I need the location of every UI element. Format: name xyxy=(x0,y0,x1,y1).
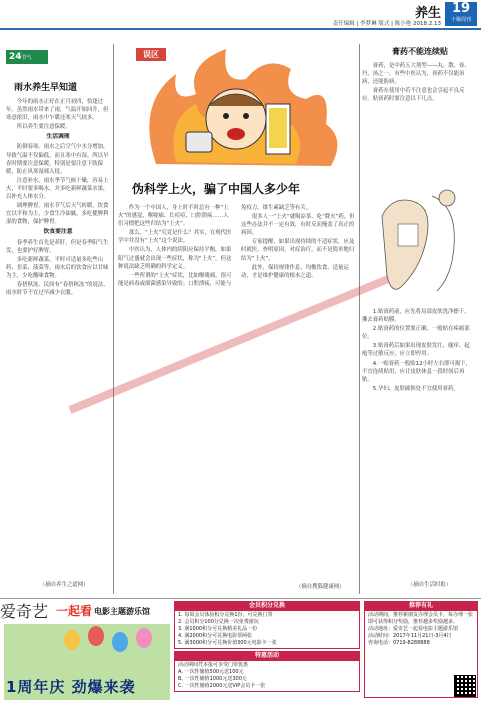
balloon-icon xyxy=(136,628,152,648)
paragraph: 专家提醒，如果出现持续的不适症状，应及时就医，查明原因，对症治疗，而不是简单地归结为“上火”。 xyxy=(241,239,355,262)
center-article-title: 伪科学上火，骗了中国人多少年 xyxy=(132,182,301,196)
list-item: A. 一次性储值500元送100元 xyxy=(178,669,244,675)
paragraph: 膏药在使用中若不注意也会引起不良反应。贴膏药时要注意以下几点。 xyxy=(362,88,465,103)
list-item: 4. 满2000积分可兑换电影票两张 xyxy=(178,633,253,639)
paragraph: 今年的雨水正好在正月初四，恰逢过年。虽然雨水带来了雨，气温开始回升，但寒意依旧，雨水中乍暖还寒天气较多。 xyxy=(6,99,109,122)
list-item: B. 一次性储值1000元送300元 xyxy=(178,676,247,682)
ad-offers xyxy=(174,601,360,697)
list-item: 2. 会员积分100分兑换一次免费游玩 xyxy=(178,619,259,625)
paper-name: 十堰周刊 xyxy=(450,17,471,23)
referral-box-title: 推荐有礼 xyxy=(364,601,478,610)
paragraph: 调理脾胃。雨水节气后天气转暖，饮食宜以平和为主，少食生冷油腻，多吃健脾利湿的食物，保护脾胃。 xyxy=(6,203,109,226)
paragraph: 2.贴膏药的位置要正确，一般贴在疼痛部位。 xyxy=(362,326,470,341)
ad-slogan: 1周年庆 劲爆来袭 xyxy=(6,678,136,696)
list-item: 活动时间：2017年11月21日-3月4日 xyxy=(368,633,452,639)
list-item: 5. 满3000积分可兑换价值300元电影卡一张 xyxy=(178,640,277,646)
plaster-illustration xyxy=(362,176,474,306)
ad-brand: 一起看 xyxy=(56,604,93,618)
paragraph: 春捂秋冻。民间有“春捂秋冻”的说法，雨水时节不宜过早减少衣服。 xyxy=(6,281,109,297)
list-item: C. 一次性储值2000元送VIP会员卡一张 xyxy=(178,683,266,689)
center-article-body xyxy=(118,204,356,580)
solar-term-badge xyxy=(6,50,48,64)
left-source: （摘自养生之道网） xyxy=(40,582,89,588)
ad-hall-name: 电影主题游乐馆 xyxy=(94,607,150,616)
paragraph: 此外，保持规律作息、均衡饮食、适量运动，才是维护健康的根本之道。 xyxy=(241,264,349,279)
paragraph: 4.一贴膏药一般贴12小时左右即可揭下，不宜连续贴用，应让皮肤休息一段时间后再贴。 xyxy=(362,360,472,383)
list-item: 3. 满1000积分可兑换精美礼品一份 xyxy=(178,626,258,632)
paragraph: 一些所谓的“上火”症状，比如喉咙痛，很可能是病毒或细菌感染导致的；口腔溃疡，可能与免疫力、维生素缺乏等有关。 xyxy=(118,205,312,287)
ad-banner xyxy=(4,624,170,700)
iqiyi-logo: 爱奇艺 xyxy=(0,598,481,703)
paragraph: 注意补水。雨水季节气候干燥，容易上火，平时要多喝水，并多吃新鲜蔬菜水果，以补充人体水分。 xyxy=(6,177,109,201)
points-box-title: 会员积分兑换 xyxy=(174,601,360,610)
page-number-box xyxy=(445,2,477,26)
balloon-icon xyxy=(64,630,80,650)
list-item: 咨询电话：0719-8288888 xyxy=(368,640,430,646)
right-article-body-bottom xyxy=(362,308,474,576)
myth-badge: 误区 xyxy=(136,48,166,61)
paragraph: 1.贴膏药前，应先将局部皮肤洗净擦干，撕去膏药贴膜。 xyxy=(362,309,470,324)
offer-box-title: 特惠活动 xyxy=(174,651,360,660)
balloon-icon xyxy=(88,626,104,646)
column-divider xyxy=(113,44,114,594)
list-item: 活动期间凭本报可享受门票优惠 xyxy=(178,662,249,668)
balloon-icon xyxy=(112,632,128,652)
list-item: 活动期间，推荐新朋友办理会员卡，每办理一张即可获得积分奖励，推荐越多奖励越多。 xyxy=(368,612,474,625)
page-header xyxy=(0,0,481,30)
left-article-title: 雨水养生早知道 xyxy=(14,83,78,93)
section-title: 养生 xyxy=(414,6,441,21)
subheading: 饮食要注意 xyxy=(43,229,73,236)
paragraph: 那么，“上火”究竟是什么？其实，在现代医学中并没有“上火”这个说法。 xyxy=(118,230,232,245)
paragraph: 中医认为，人体内的阴阳应保持平衡，如果阳气过盛就会出现一些症状，称为“上火”。但这种说法缺乏明确的科学定义。 xyxy=(118,247,232,270)
right-source: （摘自生活时报） xyxy=(408,582,452,588)
paragraph: 5.孕妇、皮肤破损处不宜使用膏药。 xyxy=(372,385,459,392)
paragraph: 多吃新鲜蔬菜，平时可适量多吃些山药、韭菜、菠菜等。雨水后的饮食应以甘味为主，少吃酸味食物。 xyxy=(6,256,109,279)
fire-illustration xyxy=(116,44,356,174)
offer-box xyxy=(174,660,360,692)
paragraph: 春季养生首先是养肝，但是春季阳气生发，也要护好脾胃。 xyxy=(6,239,109,254)
ad-referral xyxy=(364,601,478,699)
list-item: 1. 每周会员体验积分兑换1份，可兑换门票 xyxy=(178,612,273,618)
paragraph: 防倒春寒。雨水之后空气中水分增加，导致气温不仅偏低，而且寒中有湿。所以早春时期要注意保暖，特别是要注意下肢保暖，防止风寒湿邪入侵。 xyxy=(6,144,109,175)
center-source: （摘自搜狐健康网） xyxy=(296,584,345,590)
solar-term-number: 24 xyxy=(9,52,22,62)
paragraph: 作为一个中国人，身上时不时总有一种“上火”的感觉，喉咙痛、长痘痘、口腔溃疡……人们习惯把这些归结为“上火”。 xyxy=(118,205,229,228)
points-box xyxy=(174,610,360,649)
left-article-body xyxy=(6,98,110,578)
column-divider xyxy=(359,44,360,594)
subheading: 生活调理 xyxy=(46,134,70,141)
paragraph: 3.贴膏药后如果出现皮肤发红、瘙痒、起疱等过敏反应，应立即停用。 xyxy=(362,343,470,358)
paragraph: 所以养生要注意保暖。 xyxy=(16,124,71,131)
paragraph: 膏药，是中药五大剂型——丸、散、膏、丹、汤之一，有些中医认为，膏药不仅能治病，还能防病。 xyxy=(362,63,470,86)
right-article-title: 膏药不能连续贴 xyxy=(392,47,448,56)
solar-term-label: 节气 xyxy=(21,55,32,61)
page-number: 19 xyxy=(451,1,471,16)
qr-code-icon xyxy=(454,675,476,697)
editor-meta: 责任编辑 | 李梦琳 版式 | 陈小艳 2018.2.13 xyxy=(332,21,441,27)
list-item: 活动地址：爱奇艺一起看电影主题游乐馆 xyxy=(368,626,459,632)
paragraph: 很多人一“上火”就喝凉茶、吃“降火”药，但这些办法并不一定有效，有时反而掩盖了真正的病因。 xyxy=(241,214,355,237)
